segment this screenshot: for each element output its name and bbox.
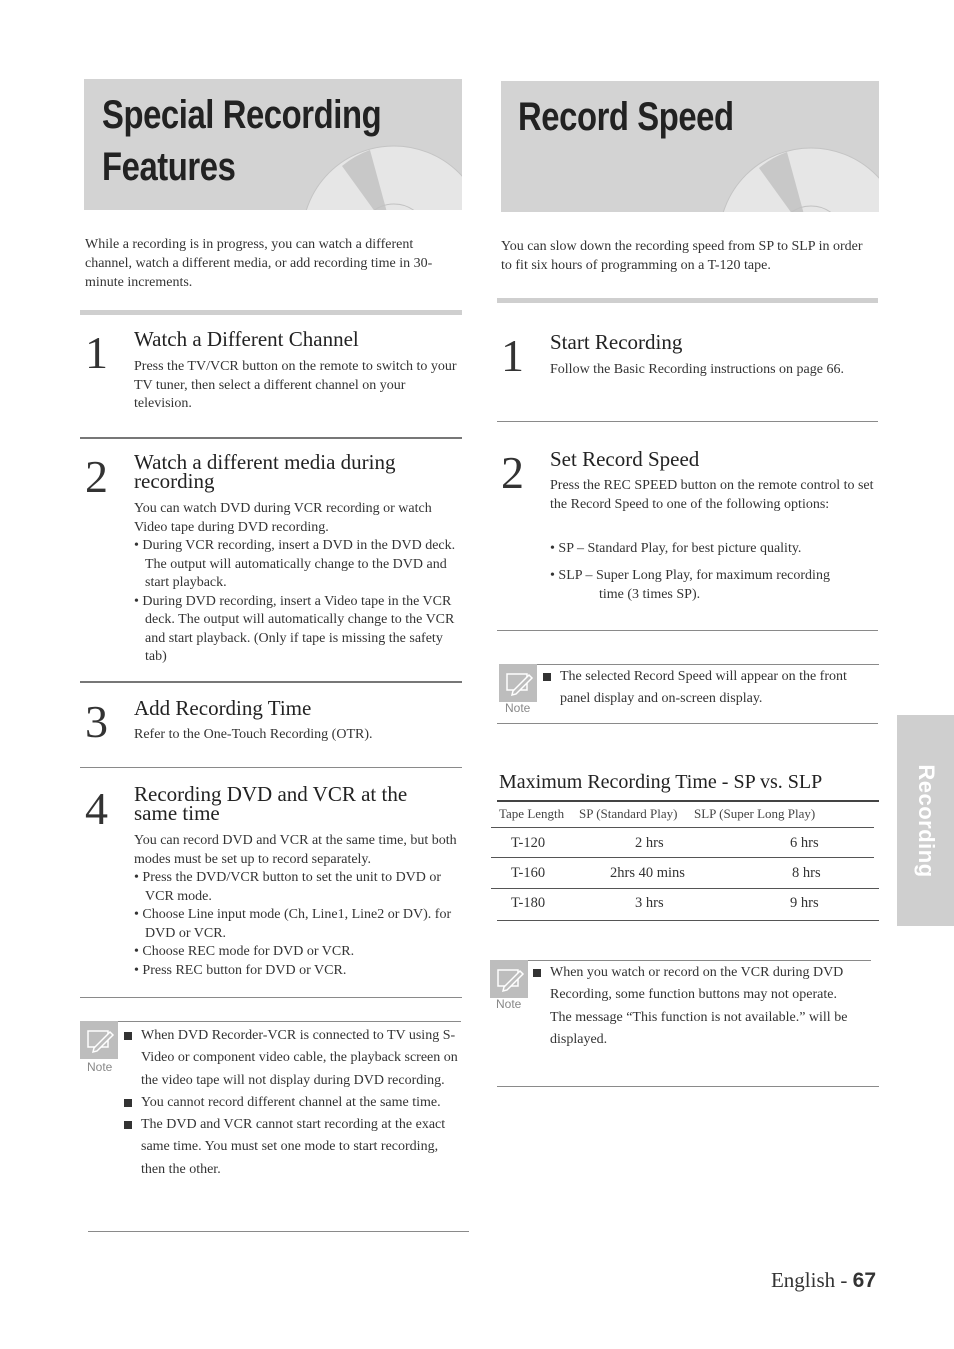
page-title-record-speed: Record Speed xyxy=(518,95,734,139)
title-line-1: Special Recording xyxy=(102,93,382,137)
step-title xyxy=(134,782,462,825)
step-title-line: Recording DVD and VCR at the xyxy=(134,782,408,806)
table-cell: 2 hrs xyxy=(635,835,664,851)
title-line-2: Features xyxy=(102,145,236,189)
note-text xyxy=(531,962,866,1051)
note-item xyxy=(122,1092,462,1114)
step-body xyxy=(134,832,462,980)
table-cell: 9 hrs xyxy=(790,895,819,911)
note-label: Note xyxy=(505,701,531,715)
note-item xyxy=(531,962,866,1007)
section-side-tab xyxy=(897,715,954,926)
footer-language: English - xyxy=(770,1268,853,1292)
square-bullet-icon xyxy=(124,1032,132,1040)
note-item-text: When DVD Recorder-VCR is connected to TV using S-Video or component video cable, the playback screen on the video tape will not display during DVD recording. xyxy=(141,1028,458,1088)
bullet-item: • During VCR recording, insert a DVD in the DVD deck. The output will automatically change to the DVD and start playback. xyxy=(134,538,456,590)
step-title-line: same time xyxy=(134,801,220,825)
note-item-text: The DVD and VCR cannot start recording at the exact same time. You must set one mode to start recording, then the other. xyxy=(141,1117,446,1177)
speed-option-sp: • SP – Standard Play, for best picture quality. xyxy=(550,541,802,556)
speed-option-line: • SLP – Super Long Play, for maximum recording xyxy=(550,568,830,583)
right-intro-text: You can slow down the recording speed from SP to SLP in order to fit six hours of programming on a T-120 tape. xyxy=(501,239,863,273)
table-bottom-rule xyxy=(497,920,879,921)
step-number: 2 xyxy=(501,447,524,498)
square-bullet-icon xyxy=(124,1099,132,1107)
step-number: 3 xyxy=(85,696,108,747)
bullet-item: • Press REC button for DVD or VCR. xyxy=(134,962,347,978)
table-header-slp: SLP (Super Long Play) xyxy=(694,806,816,821)
note-bottom-rule xyxy=(497,723,878,724)
step-title: Watch a Different Channel xyxy=(134,327,359,351)
table-cell: 8 hrs xyxy=(792,865,821,881)
note-bottom-rule xyxy=(88,1231,469,1232)
divider xyxy=(497,421,878,422)
page-number: 67 xyxy=(852,1269,876,1292)
square-bullet-icon xyxy=(124,1121,132,1129)
note-text xyxy=(122,1025,462,1181)
speed-option-slp xyxy=(550,567,878,604)
right-top-rule xyxy=(497,298,878,303)
step-body: Follow the Basic Recording instructions on page 66. xyxy=(550,362,844,377)
bullet-item: • During DVD recording, insert a Video tape in the VCR deck. The output will automatically change to the VCR and start playback. (Only if tape is missing the safety tab) xyxy=(134,593,455,664)
right-title-banner xyxy=(501,81,879,212)
bullet-item: • Press the DVD/VCR button to set the unit to DVD or VCR mode. xyxy=(134,870,442,904)
step-body: Press the TV/VCR button on the remote to switch to your TV tuner, then select a different channel on your television. xyxy=(134,359,457,411)
note-item xyxy=(541,666,879,711)
divider xyxy=(80,681,462,683)
table-cell: 3 hrs xyxy=(635,895,664,911)
table-cell: T-160 xyxy=(511,865,546,881)
square-bullet-icon xyxy=(543,673,551,681)
note-label: Note xyxy=(87,1060,113,1074)
divider xyxy=(80,767,462,768)
disc-icon xyxy=(302,120,462,210)
step-body: Press the REC SPEED button on the remote control to set the Record Speed to one of the following options: xyxy=(550,478,874,512)
note-item xyxy=(122,1025,462,1092)
side-tab-label: Recording xyxy=(913,763,939,878)
table-header-sp: SP (Standard Play) xyxy=(579,806,678,821)
step-title: Start Recording xyxy=(550,330,683,354)
table-cell: 2hrs 40 mins xyxy=(610,865,685,881)
note-pencil-icon xyxy=(490,960,528,998)
table-header-rule xyxy=(491,827,874,828)
step-number: 1 xyxy=(501,330,524,381)
step-body-text: You can record DVD and VCR at the same time, but both modes must be set up to record separately. xyxy=(134,833,457,867)
table-top-rule xyxy=(497,800,879,802)
note-top-rule xyxy=(528,960,871,961)
table-cell: T-180 xyxy=(511,895,546,911)
divider xyxy=(80,997,462,998)
table-cell: 6 hrs xyxy=(790,835,819,851)
divider xyxy=(80,437,462,439)
note-item xyxy=(122,1114,462,1181)
note-top-rule xyxy=(118,1021,461,1022)
note-item-text: The selected Record Speed will appear on the front panel display and on-screen display. xyxy=(560,669,847,707)
step-number: 4 xyxy=(85,783,108,834)
table-title: Maximum Recording Time - SP vs. SLP xyxy=(499,771,823,793)
step-title: Set Record Speed xyxy=(550,447,700,471)
note-top-rule xyxy=(537,664,879,665)
note-label: Note xyxy=(496,997,522,1011)
step-body: Refer to the One-Touch Recording (OTR). xyxy=(134,727,373,742)
note-item-text: You cannot record different channel at the same time. xyxy=(141,1094,441,1110)
square-bullet-icon xyxy=(533,969,541,977)
table-row-rule xyxy=(491,857,874,858)
bullet-item: • Choose REC mode for DVD or VCR. xyxy=(134,944,355,959)
table-row-rule xyxy=(491,888,879,889)
step-number: 2 xyxy=(85,451,108,502)
note-text xyxy=(541,666,879,711)
note-item-text: When you watch or record on the VCR during DVD Recording, some function buttons may not operate. xyxy=(550,965,844,1003)
bullet-item: • Choose Line input mode (Ch, Line1, Line2 or DV). for DVD or VCR. xyxy=(134,907,452,941)
note-pencil-icon xyxy=(499,664,537,702)
step-title: Add Recording Time xyxy=(134,696,312,720)
step-body xyxy=(134,500,462,667)
left-intro-text: While a recording is in progress, you can watch a different channel, watch a different media, or add recording time in 30-minute increments. xyxy=(85,237,433,290)
step-body-text: You can watch DVD during VCR recording or watch Video tape during DVD recording. xyxy=(134,501,432,535)
table-cell: T-120 xyxy=(511,835,546,851)
step-title-line: Watch a different media during xyxy=(134,450,396,474)
table-header-tape-length: Tape Length xyxy=(499,806,565,821)
disc-icon xyxy=(719,122,879,212)
page-footer xyxy=(771,1268,876,1293)
step-title xyxy=(134,450,462,493)
step-number: 1 xyxy=(85,327,108,378)
speed-option-line: time (3 times SP). xyxy=(599,586,701,602)
step-title-line: recording xyxy=(134,469,215,493)
note-pencil-icon xyxy=(80,1021,118,1059)
left-top-rule xyxy=(80,310,462,315)
divider xyxy=(497,630,878,631)
left-title-banner xyxy=(84,79,462,210)
note-bottom-rule xyxy=(497,1086,879,1087)
note-item-text: The message “This function is not available.” will be displayed. xyxy=(550,1009,848,1047)
